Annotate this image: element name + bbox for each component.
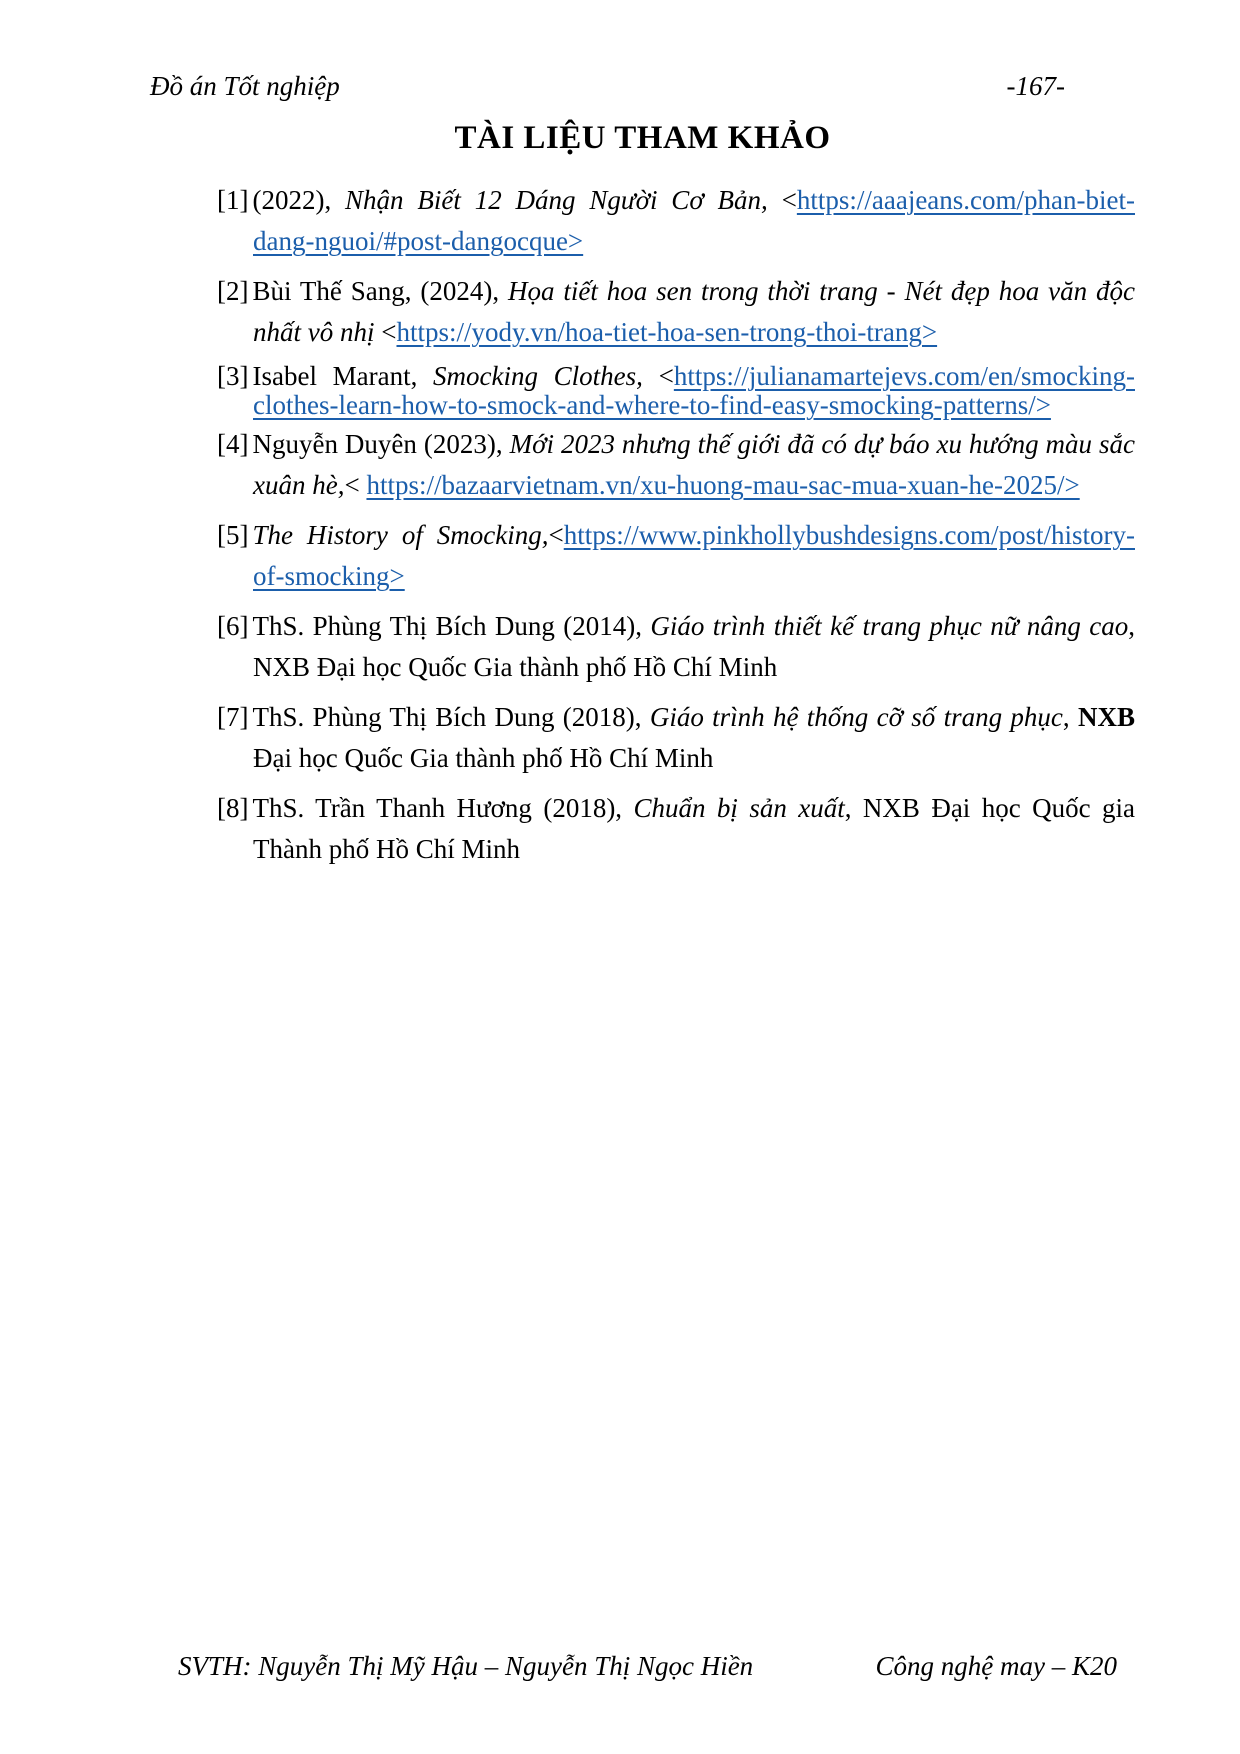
reference-text-plain: Đại học Quốc Gia thành phố Hồ Chí Minh (253, 743, 714, 773)
reference-text-plain: ThS. Trần Thanh Hương (2018), (252, 793, 634, 823)
reference-item (217, 271, 1135, 353)
reference-text-italic: Nhận Biết 12 Dáng Người Cơ Bản, (345, 185, 782, 215)
reference-text-italic: Smocking Clothes, (433, 361, 659, 391)
reference-item (217, 424, 1135, 506)
reference-text-plain: < (781, 185, 797, 215)
reference-text-italic: Họa tiết hoa sen trong thời trang - Nét đẹp hoa văn độc nhất vô nhị (253, 276, 1135, 347)
reference-text-italic: Mới 2023 nhưng thế giới đã có dự báo xu hướng màu sắc xuân hè, (253, 429, 1135, 500)
reference-body (252, 276, 1135, 347)
reference-item (217, 606, 1135, 688)
reference-text-plain: ThS. Phùng Thị Bích Dung (2014), (252, 611, 651, 641)
reference-text-plain: ThS. Phùng Thị Bích Dung (2018), (252, 702, 650, 732)
reference-number: [8] (217, 793, 249, 823)
reference-item (217, 697, 1135, 779)
header-page-number: -167- (1006, 71, 1065, 101)
reference-item (217, 180, 1135, 262)
reference-list (150, 180, 1135, 870)
reference-text-plain: < (344, 470, 367, 500)
reference-text-bold: NXB (1077, 702, 1135, 732)
reference-body (252, 520, 1135, 591)
reference-text-plain: Isabel Marant, (252, 361, 434, 391)
reference-text-plain: Nguyễn Duyên (2023), (252, 429, 510, 459)
reference-body (252, 361, 1135, 420)
reference-number: [6] (217, 611, 249, 641)
reference-body (252, 429, 1135, 500)
reference-link[interactable]: https://yody.vn/hoa-tiet-hoa-sen-trong-thoi-trang> (396, 317, 938, 347)
reference-body (252, 702, 1135, 773)
reference-body (252, 185, 1135, 256)
reference-body (252, 793, 1135, 864)
reference-text-plain: Bùi Thế Sang, (2024), (252, 276, 509, 306)
reference-text-italic: Chuẩn bị sản xuất (633, 793, 845, 823)
reference-text-plain: < (658, 361, 674, 391)
reference-text-plain: < (548, 520, 564, 550)
page-title: TÀI LIỆU THAM KHẢO (454, 120, 831, 156)
reference-number: [7] (217, 702, 249, 732)
footer-class-label: Công nghệ may – K20 (875, 1651, 1117, 1681)
reference-item (217, 361, 1135, 420)
reference-text-plain: (2022), (252, 185, 346, 215)
reference-text-plain: , NXB Đại học Quốc Gia thành phố Hồ Chí Minh (253, 611, 1135, 682)
reference-item (217, 515, 1135, 597)
footer-student-names: SVTH: Nguyễn Thị Mỹ Hậu – Nguyễn Thị Ngọc Hiền (178, 1651, 754, 1681)
header-doc-title: Đồ án Tốt nghiệp (150, 71, 340, 101)
reference-number: [3] (217, 361, 249, 391)
reference-link[interactable]: https://www.pinkhollybushdesigns.com/post/history-of-smocking> (253, 520, 1135, 591)
reference-number: [4] (217, 429, 249, 459)
reference-item (217, 788, 1135, 870)
reference-number: [1] (217, 185, 249, 215)
reference-text-plain: , (1062, 702, 1078, 732)
reference-link[interactable]: https://bazaarvietnam.vn/xu-huong-mau-sac-mua-xuan-he-2025/> (366, 470, 1080, 500)
reference-text-italic: The History of Smocking, (252, 520, 549, 550)
reference-body (252, 611, 1135, 682)
reference-text-plain: , NXB Đại học Quốc gia Thành phố Hồ Chí Minh (253, 793, 1135, 864)
reference-text-plain: < (381, 317, 397, 347)
reference-number: [5] (217, 520, 249, 550)
reference-link[interactable]: https://julianamartejevs.com/en/smocking-clothes-learn-how-to-smock-and-where-to-find-easy-smocking-patterns/> (253, 361, 1135, 420)
reference-text-italic: Giáo trình hệ thống cỡ số trang phục (649, 702, 1063, 732)
page-footer (150, 1650, 1135, 1682)
reference-link[interactable]: https://aaajeans.com/phan-biet-dang-nguoi/#post-dangocque> (253, 185, 1135, 256)
page-header (150, 70, 1135, 102)
reference-number: [2] (217, 276, 249, 306)
reference-text-italic: Giáo trình thiết kế trang phục nữ nâng cao (650, 611, 1129, 641)
